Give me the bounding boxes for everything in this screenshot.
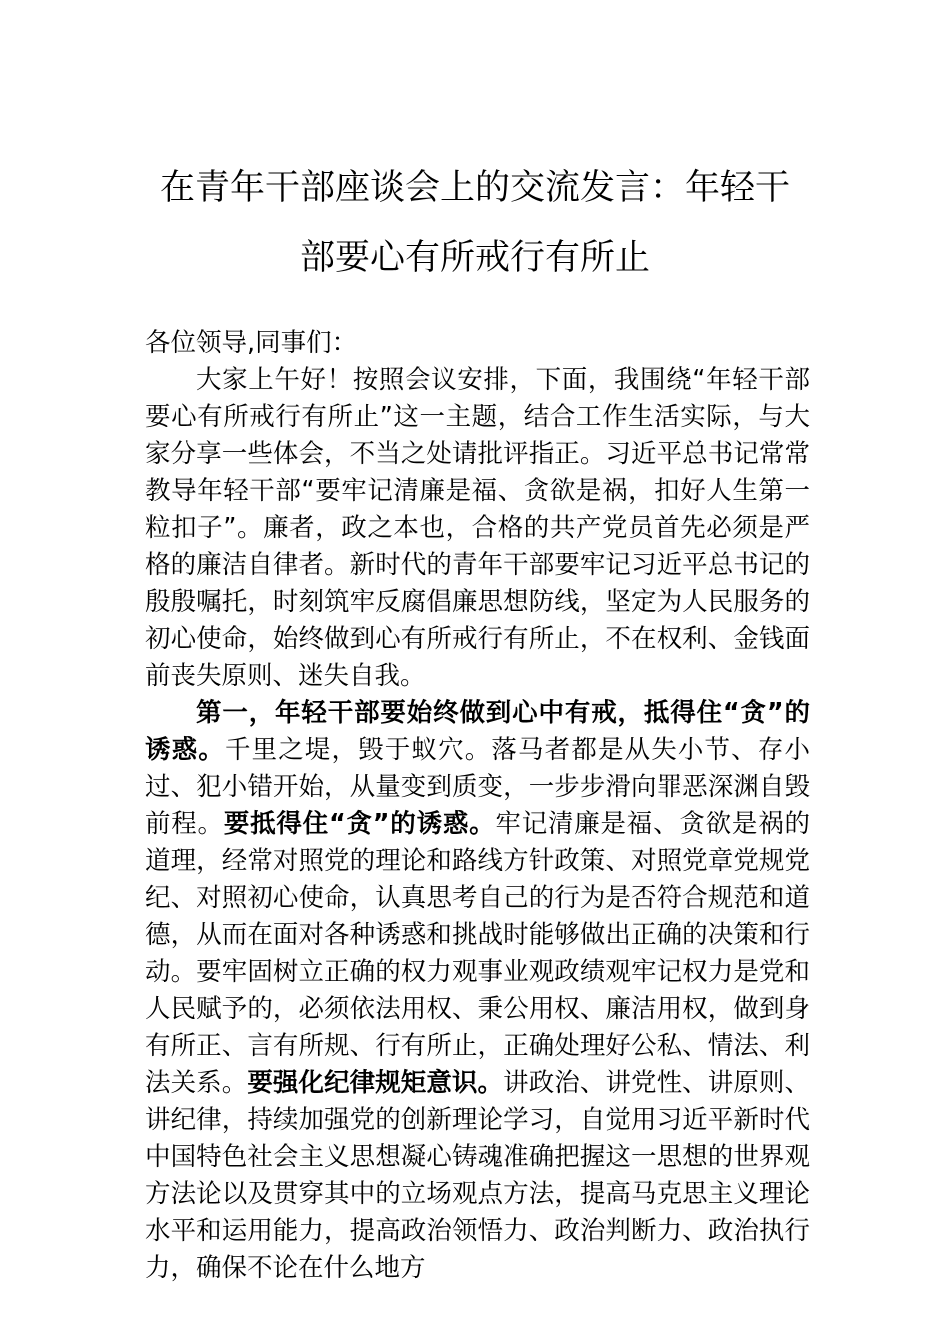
paragraph-text: 牢记清廉是福、贪欲是祸的道理，经常对照党的理论和路线方针政策、对照党章党规党纪、对照初心使命，认真思考自己的行为是否符合规范和道德，从而在面对各种诱惑和挑战时能够做出正确的决策和行动。要牢固树立正确的权力观事业观政绩观牢记权力是党和人民赋予的，必须依法用权、秉公用权、廉洁用权，做到身有所正、言有所规、行有所止，正确处理好公私、情法、利法关系。	[145, 809, 810, 1098]
subpoint-heading: 要强化纪律规矩意识。	[247, 1068, 504, 1098]
paragraph-text: 千里之堤，毁于蚁穴。落马者都是从失小节、存小过、犯小错开始，从量变到质变，一步步滑向罪恶深渊自毁前程。	[145, 735, 810, 839]
title-line-2: 部要心有所戒行有所止	[299, 238, 650, 278]
subpoint-heading: 要抵得住“贪”的诱惑。	[223, 809, 496, 839]
paragraph-intro: 大家上午好！按照会议安排，下面，我围绕“年轻干部要心有所戒行有所止”这一主题，结合工作生活实际，与大家分享一些体会，不当之处请批评指正。习近平总书记常常教导年轻干部“要牢记清廉是福、贪欲是祸，扣好人生第一粒扣子”。廉者，政之本也，合格的共产党员首先必须是严格的廉洁自律者。新时代的青年干部要牢记习近平总书记的殷殷嘱托，时刻筑牢反腐倡廉思想防线，坚定为人民服务的初心使命，始终做到心有所戒行有所止，不在权利、金钱面前丧失原则、迷失自我。	[145, 365, 810, 691]
salutation: 各位领导,同事们：	[145, 328, 358, 358]
paragraph-first-point	[145, 695, 810, 1287]
document-body	[145, 325, 810, 1287]
paragraph-text: 讲政治、讲党性、讲原则、讲纪律，持续加强党的创新理论学习，自觉用习近平新时代中国特色社会主义思想凝心铸魂准确把握这一思想的世界观方法论以及贯穿其中的立场观点方法，提高马克思主义理论水平和运用能力，提高政治领悟力、政治判断力、政治执行力，确保不论在什么地方	[145, 1068, 810, 1283]
section-heading: 第一，年轻干部要始终做到心中有戒，抵得住“贪”的诱惑。	[145, 698, 810, 765]
title-line-1: 在青年干部座谈会上的交流发言：年轻干	[159, 168, 790, 208]
document-title	[120, 153, 830, 293]
